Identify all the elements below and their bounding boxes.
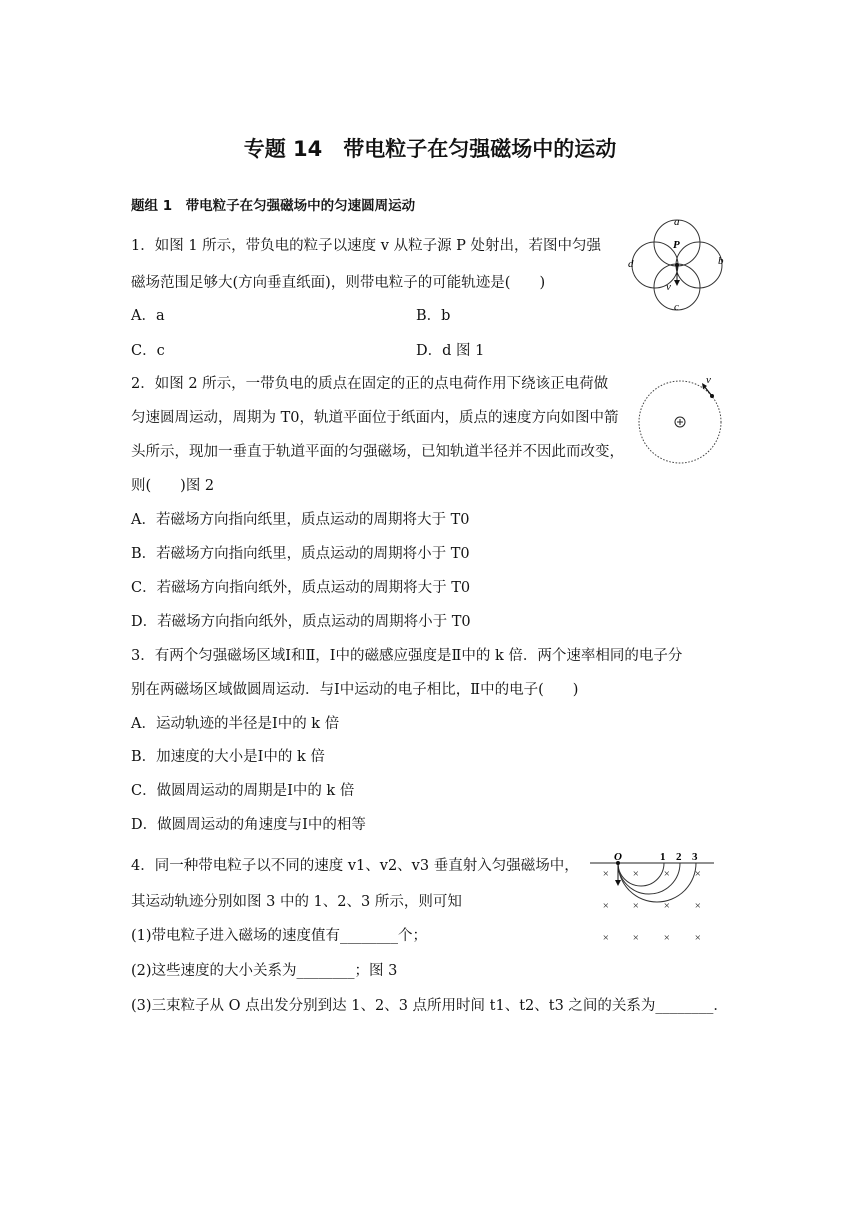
fig1-label-d: d bbox=[628, 258, 634, 270]
fig1-label-c: c bbox=[674, 301, 679, 312]
q2-option-b: B．若磁场方向指向纸里，质点运动的周期将小于 T0 bbox=[131, 546, 470, 562]
q3-option-b: B．加速度的大小是Ⅰ中的 k 倍 bbox=[131, 749, 325, 765]
q4-sub1: (1)带电粒子进入磁场的速度值有________个； bbox=[131, 928, 428, 944]
field-cross-0-0: × bbox=[602, 868, 610, 880]
fig3-label-o: O bbox=[614, 851, 622, 863]
group-heading: 题组 1 带电粒子在匀强磁场中的匀速圆周运动 bbox=[131, 198, 416, 214]
q2-line2: 匀速圆周运动，周期为 T0，轨道平面位于纸面内，质点的速度方向如图中箭 bbox=[131, 410, 619, 426]
q1-line1: 1．如图 1 所示，带负电的粒子以速度 v 从粒子源 P 处射出，若图中匀强 bbox=[131, 238, 602, 254]
q4-sub2: (2)这些速度的大小关系为________；图 3 bbox=[131, 963, 398, 979]
q1-option-b: B．b bbox=[416, 308, 451, 324]
q2-line1: 2．如图 2 所示，一带负电的质点在固定的正的点电荷作用下绕该正电荷做 bbox=[131, 376, 609, 392]
field-cross-1-2: × bbox=[663, 900, 671, 912]
q1-line2: 磁场范围足够大(方向垂直纸面)，则带电粒子的可能轨迹是( ) bbox=[131, 275, 546, 291]
q1-option-c: C．c bbox=[131, 343, 165, 359]
field-cross-1-1: × bbox=[632, 900, 640, 912]
field-cross-1-0: × bbox=[602, 900, 610, 912]
fig3-label-3: 3 bbox=[692, 851, 698, 863]
q2-option-c: C．若磁场方向指向纸外，质点运动的周期将大于 T0 bbox=[131, 580, 471, 596]
field-cross-0-1: × bbox=[632, 868, 640, 880]
q4-sub3: (3)三束粒子从 O 点出发分别到达 1、2、3 点所用时间 t1、t2、t3 之间的关系为________． bbox=[131, 998, 728, 1014]
q3-line2: 别在两磁场区域做圆周运动．与Ⅰ中运动的电子相比，Ⅱ中的电子( ) bbox=[131, 682, 579, 698]
fig1-label-a: a bbox=[674, 216, 680, 228]
magnetic-field-crosses bbox=[602, 868, 701, 944]
field-cross-0-3: × bbox=[694, 868, 702, 880]
q3-option-a: A．运动轨迹的半径是Ⅰ中的 k 倍 bbox=[131, 716, 340, 732]
fig1-label-p: P bbox=[673, 239, 680, 251]
field-cross-0-2: × bbox=[663, 868, 671, 880]
q3-line1: 3．有两个匀强磁场区域Ⅰ和Ⅱ，Ⅰ中的磁感应强度是Ⅱ中的 k 倍．两个速率相同的电子分 bbox=[131, 648, 683, 664]
figure-1-four-circles bbox=[624, 214, 730, 312]
field-cross-2-3: × bbox=[694, 932, 702, 944]
figure-3-magnetic-field bbox=[588, 848, 716, 946]
q1-option-d: D．d 图 1 bbox=[416, 343, 485, 359]
q4-line2: 其运动轨迹分别如图 3 中的 1、2、3 所示，则可知 bbox=[131, 894, 462, 910]
field-cross-1-3: × bbox=[694, 900, 702, 912]
field-cross-2-0: × bbox=[602, 932, 610, 944]
fig3-label-1: 1 bbox=[660, 851, 666, 863]
page-title: 专题 14 带电粒子在匀强磁场中的运动 bbox=[243, 137, 617, 161]
q3-option-d: D．做圆周运动的角速度与Ⅰ中的相等 bbox=[131, 817, 366, 833]
field-cross-2-2: × bbox=[663, 932, 671, 944]
q2-line4: 则( )图 2 bbox=[131, 478, 215, 494]
fig2-label-v: v bbox=[706, 374, 711, 386]
fig3-label-2: 2 bbox=[676, 851, 682, 863]
q3-option-c: C．做圆周运动的周期是Ⅰ中的 k 倍 bbox=[131, 783, 355, 799]
field-cross-2-1: × bbox=[632, 932, 640, 944]
q1-option-a: A．a bbox=[131, 308, 165, 324]
figure-2-orbit bbox=[636, 374, 724, 466]
q2-option-a: A．若磁场方向指向纸里，质点运动的周期将大于 T0 bbox=[131, 512, 470, 528]
fig1-label-b: b bbox=[718, 255, 724, 267]
q2-line3: 头所示，现加一垂直于轨道平面的匀强磁场，已知轨道半径并不因此而改变， bbox=[131, 444, 624, 460]
fig1-label-v: v bbox=[666, 281, 671, 293]
q2-option-d: D．若磁场方向指向纸外，质点运动的周期将小于 T0 bbox=[131, 614, 471, 630]
q4-line1: 4．同一种带电粒子以不同的速度 v1、v2、v3 垂直射入匀强磁场中， bbox=[131, 858, 579, 874]
